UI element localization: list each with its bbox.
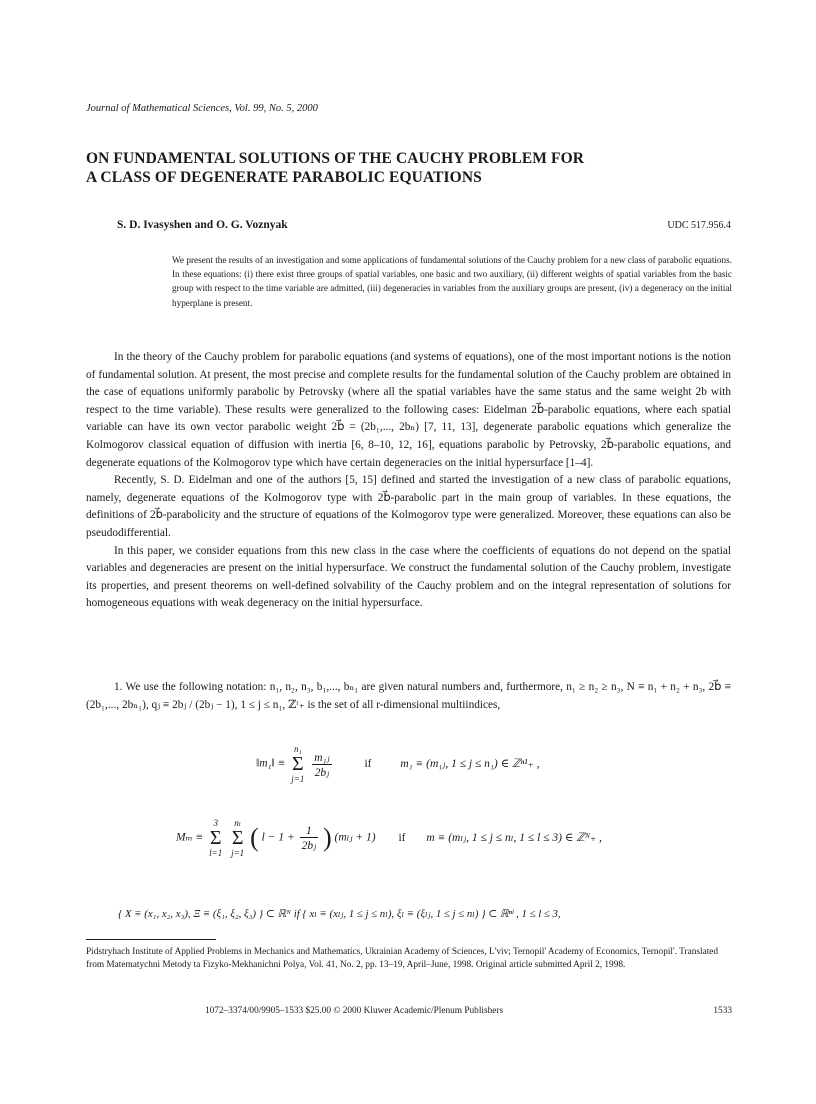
eq1-rhs: m₁ ≡ (m₁ⱼ, 1 ≤ j ≤ n₁) ∈ ℤⁿ¹₊ ,: [400, 757, 540, 770]
footnote: Pidstryhach Institute of Applied Problems in Mechanics and Mathematics, Ukrainian Academy of Sciences, L'viv; Ternopil' Academy of Economics, Ternopil'. Translated from Matematychni Metody ta Fizyko-Mekhanichni Polya, Vol. 41, No. 2, pp. 13–19, April–June, 1998. Original article submitted April 2, 1998.: [86, 947, 719, 971]
equation-weight: [176, 818, 602, 858]
authors: S. D. Ivasyshen and O. G. Voznyak: [117, 219, 288, 231]
page-number: 1533: [713, 1006, 732, 1016]
eq2-sum-outer: [209, 818, 222, 858]
eq2-denominator: 2bⱼ: [301, 839, 317, 852]
sigma-symbol: Σ: [231, 827, 244, 849]
eq1-sum-top: n₁: [294, 744, 302, 754]
eq2-numerator: 1: [300, 825, 319, 838]
page-footer: [205, 1006, 732, 1016]
abstract: We present the results of an investigation and some applications of fundamental solutions of the Cauchy problem for a new class of parabolic equations. In these equations: (i) there exist three groups of spatial variables, one basic and two auxiliary, (ii) different weights of spatial variables from the basic group with respect to the time variable are admitted, (iii) degeneracies in variables from the auxiliary groups are present, (iv) a degeneracy on the initial hyperplane is present.: [172, 255, 732, 308]
section-1: [86, 679, 731, 714]
eq1-denominator: 2bⱼ: [314, 766, 330, 779]
sigma-symbol: Σ: [292, 753, 304, 775]
eq2-sum-outer-top: 3: [213, 818, 218, 828]
udc-code: UDC 517.956.4: [667, 220, 731, 231]
right-paren: ): [323, 823, 332, 852]
eq2-inner-b: (mₗⱼ + 1): [334, 831, 376, 844]
eq1-lhs: ‖m₁‖ ≡: [256, 757, 286, 770]
title-line-1: ON FUNDAMENTAL SOLUTIONS OF THE CAUCHY PROBLEM FOR: [86, 150, 585, 167]
paragraph-1: In the theory of the Cauchy problem for parabolic equations (and systems of equations), one of the most important notions is the notion of fundamental solution. At present, the most precise and complete results for the fundamental solution of the Cauchy problem are obtained in the case of equations uniformly parabolic by Petrovsky (where all the spatial variables have the same status and the same weight 2b with respect to the time variable). These results were generalized to the following cases: Eidelman 2b⃗-parabolic equations, where each spatial variable can have its own vector parabolic weight 2b⃗ = (2b₁,..., 2bₙ) [7, 11, 13], degenerate parabolic equations which generalize the Kolmogorov classical equation of diffusion with inertia [6, 8–10, 12, 16], equations parabolic by Petrovsky, 2b⃗-parabolic equations, and degenerate equations of the Kolmogorov type which have certain degeneracies on the initial hypersurface [1–4].: [86, 351, 731, 469]
eq1-numerator: m₁ⱼ: [314, 751, 330, 764]
sigma-symbol: Σ: [209, 827, 222, 849]
eq1-fraction: [312, 750, 331, 779]
eq2-fraction: [300, 825, 319, 852]
eq2-rhs: m ≡ (mₗⱼ, 1 ≤ j ≤ nₗ, 1 ≤ l ≤ 3) ∈ ℤᴺ₊ ,: [426, 831, 602, 844]
paper-title: [86, 149, 746, 187]
paragraph-3: In this paper, we consider equations from this new class in the case where the coefficients of equations do not depend on the spatial variables and degeneracies are present on the initial hypersurface. We construct the fundamental solution of the Cauchy problem, investigate its properties, and present theorems on well-defined solvability of the Cauchy problem and on the integral representation of solutions for homogeneous equations with weak degeneracy on the initial hypersurface.: [86, 544, 731, 610]
eq2-sum-outer-bottom: l=1: [209, 848, 223, 858]
eq1-sum-bottom: j=1: [291, 774, 305, 784]
title-line-2: A CLASS OF DEGENERATE PARABOLIC EQUATIONS: [86, 169, 482, 186]
eq2-inner-a: l − 1 +: [261, 831, 295, 844]
equation-norm: [256, 744, 539, 784]
paragraph-2: Recently, S. D. Eidelman and one of the authors [5, 15] defined and started the investigation of a new class of parabolic equations, namely, degenerate equations of the Kolmogorov type with 2b⃗-parabolic part in the main group of variables. In these equations, the definitions of 2b⃗-parabolicity and the structure of equations of the Kolmogorov type were generalized. Moreover, these equations can also be pseudodifferential.: [86, 474, 731, 539]
footnote-rule: [86, 939, 216, 940]
equation-sets: { X ≡ (x₁, x₂, x₃), Ξ ≡ (ξ₁, ξ₂, ξ₃) } ⊂ ℝᴺ if { xₗ ≡ (xₗⱼ, 1 ≤ j ≤ nₗ), ξₗ ≡ (ξₗⱼ, 1 ≤ j ≤ nₗ) } ⊂ ℝⁿˡ , 1 ≤ l ≤ 3,: [118, 908, 561, 920]
left-paren: (: [250, 823, 259, 852]
section-1-text: 1. We use the following notation: n₁, n₂, n₃, b₁,..., bₙ₁ are given natural numbers and, furthermore, n₁ ≥ n₂ ≥ n₃, N ≡ n₁ + n₂ + n₃, 2b⃗ ≡ (2b₁,..., 2bₙ₁), qⱼ ≡ 2bⱼ / (2bⱼ − 1), 1 ≤ j ≤ n₁, ℤʳ₊ is the set of all r-dimensional multiindices,: [86, 681, 731, 711]
eq2-sum-inner-bottom: j=1: [231, 848, 245, 858]
eq1-condition: if: [364, 757, 372, 770]
copyright-line: 1072–3374/00/9905–1533 $25.00 © 2000 Kluwer Academic/Plenum Publishers: [205, 1006, 504, 1016]
eq2-condition: if: [398, 831, 406, 844]
journal-citation: Journal of Mathematical Sciences, Vol. 99, No. 5, 2000: [86, 103, 318, 114]
eq2-sum-inner: [231, 818, 244, 858]
eq2-lhs: Mₘ ≡: [176, 831, 204, 844]
eq2-sum-inner-top: nₗ: [234, 818, 241, 828]
introduction: [86, 349, 731, 613]
eq1-sum: [291, 744, 304, 784]
